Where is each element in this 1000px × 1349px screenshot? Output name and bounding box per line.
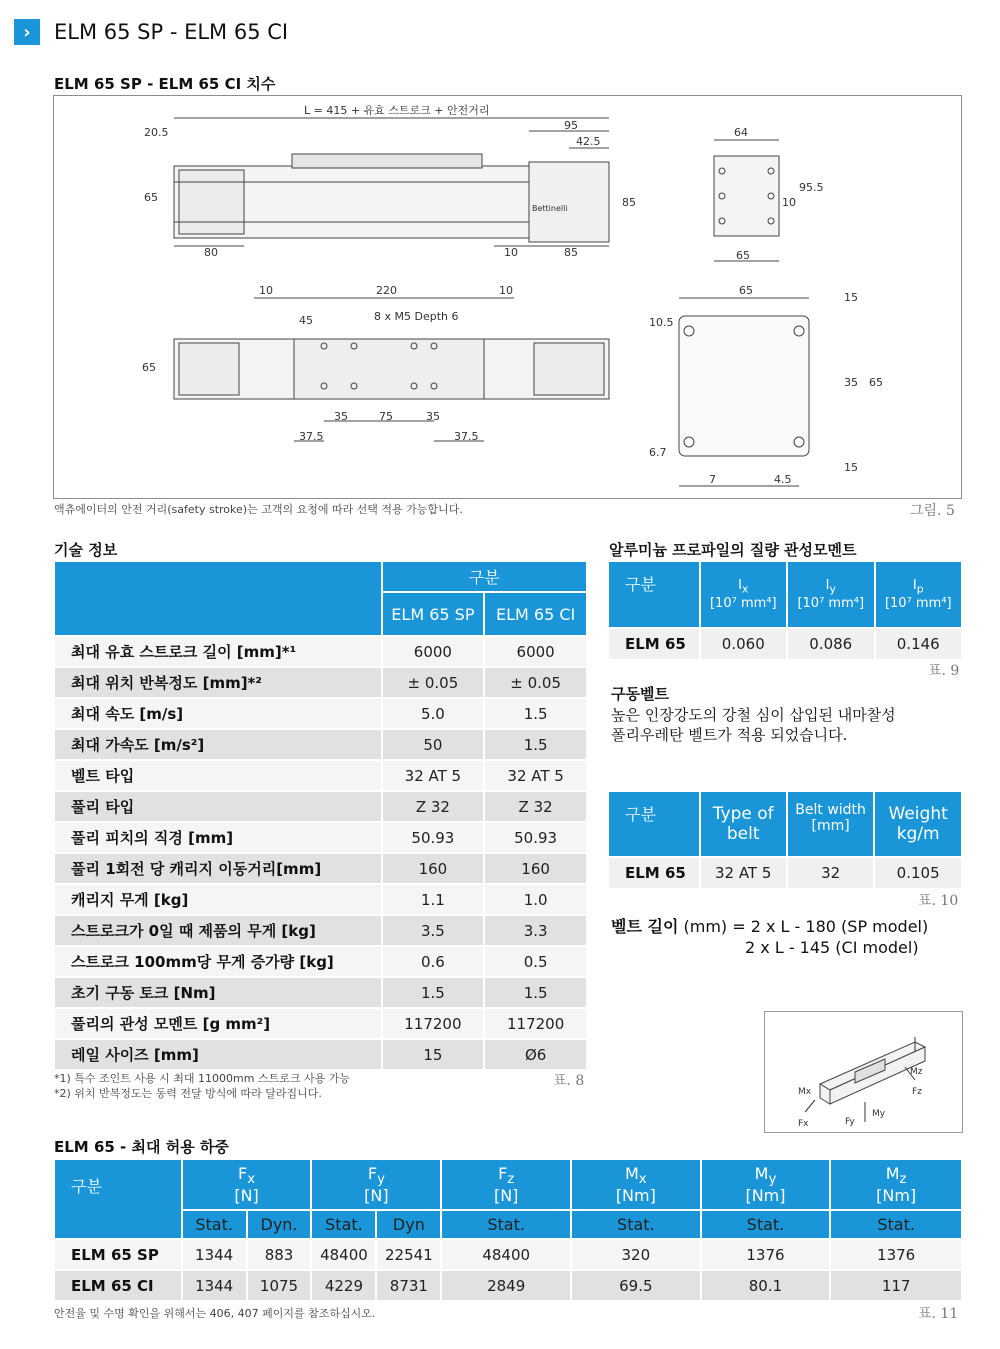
dim-p65-v: 65 (869, 376, 883, 389)
tech-row-label: 최대 위치 반복정도 [mm]*² (54, 667, 382, 698)
tech-row-label: 최대 가속도 [m/s²] (54, 729, 382, 760)
dim-p15-b: 15 (844, 461, 858, 474)
belt-header-gubun: 구분 (608, 791, 700, 857)
tech-row-label: 캐리지 무게 [kg] (54, 884, 382, 915)
dim-42-5: 42.5 (576, 135, 601, 148)
load-subheader: Stat. (441, 1210, 571, 1239)
load-value: 8731 (376, 1270, 441, 1301)
tech-row-label: 벨트 타입 (54, 760, 382, 791)
load-note: 안전율 및 수명 확인을 위해서는 406, 407 페이지를 참조하십시오. (54, 1307, 376, 1320)
dim-p65: 65 (739, 284, 753, 297)
load-value: 1075 (247, 1270, 312, 1301)
moment-ip-value: 0.146 (875, 628, 963, 660)
table-row (608, 628, 962, 660)
moment-header-iy: $I_y$ [10⁷ mm⁴] (787, 561, 874, 628)
belt-row-label: ELM 65 (608, 857, 700, 889)
force-fz: Fz (912, 1087, 922, 1097)
load-header-fy: $F_y$ [N] (311, 1159, 441, 1210)
tech-sp-value: 160 (382, 853, 485, 884)
dim-b10-r: 10 (499, 284, 513, 297)
tech-ci-value: 32 AT 5 (484, 760, 587, 791)
dim-p35: 35 (844, 376, 858, 389)
load-header-mx: $M_x$ [Nm] (571, 1159, 701, 1210)
tech-row-label: 최대 속도 [m/s] (54, 698, 382, 729)
moment-header-ip: $I_p$ [10⁷ mm⁴] (875, 561, 963, 628)
table-row (54, 698, 587, 729)
dim-b37-5-a: 37.5 (299, 430, 324, 443)
dim-bm5: 8 x M5 Depth 6 (374, 310, 459, 323)
load-subheader: Stat. (830, 1210, 962, 1239)
tech-sp-value: 3.5 (382, 915, 485, 946)
load-table-number: 표. 11 (918, 1306, 959, 1322)
belt-type-value: 32 AT 5 (700, 857, 787, 889)
tech-ci-value: 50.93 (484, 822, 587, 853)
tech-row-label: 풀리 1회전 당 캐리지 이동거리[mm] (54, 853, 382, 884)
moment-header-ix: $I_x$ [10⁷ mm⁴] (700, 561, 787, 628)
tech-ci-value: 117200 (484, 1008, 587, 1039)
tech-row-label: 레일 사이즈 [mm] (54, 1039, 382, 1070)
dim-p6-7: 6.7 (649, 446, 667, 459)
dimension-drawing-svg (54, 96, 963, 500)
tech-heading: 기술 정보 (54, 541, 118, 559)
load-value: 2849 (441, 1270, 571, 1301)
belt-header-weight: Weight kg/m (874, 791, 962, 857)
drive-belt-line-2: 폴리우레탄 벨트가 적용 되었습니다. (611, 726, 848, 744)
moment-table-number: 표. 9 (928, 663, 960, 679)
force-diagram-svg (765, 1012, 964, 1134)
load-header-mz: $M_z$ [Nm] (830, 1159, 962, 1210)
dim-20-5: 20.5 (144, 126, 169, 139)
load-subheader: Stat. (182, 1210, 247, 1239)
page-header (14, 18, 288, 46)
dimensions-heading: ELM 65 SP - ELM 65 CI 치수 (54, 75, 276, 93)
tech-header-blank (54, 561, 382, 636)
table-row (54, 1270, 962, 1301)
force-fy: Fy (845, 1117, 855, 1127)
dim-p15-t: 15 (844, 291, 858, 304)
load-value: 22541 (376, 1239, 441, 1270)
dim-end-64: 64 (734, 126, 748, 139)
table-row (54, 884, 587, 915)
tech-row-label: 초기 구동 토크 [Nm] (54, 977, 382, 1008)
dim-l-formula: L = 415 + 유효 스트로크 + 안전거리 (304, 104, 490, 117)
tech-header-sp: ELM 65 SP (382, 592, 485, 636)
force-mz: Mz (910, 1067, 923, 1077)
dim-end-10: 10 (782, 196, 796, 209)
dim-85-h: 85 (564, 246, 578, 259)
table-row (54, 1039, 587, 1070)
moment-table (607, 560, 963, 661)
tech-footnote-1: *1) 특수 조인트 사용 시 최대 11000mm 스트로크 사용 가능 (54, 1072, 350, 1085)
dimension-drawing (53, 95, 962, 499)
tech-sp-value: 1.1 (382, 884, 485, 915)
table-row (54, 729, 587, 760)
tech-sp-value: 6000 (382, 636, 485, 667)
load-header-fz: $F_z$ [N] (441, 1159, 571, 1210)
tech-ci-value: 1.5 (484, 698, 587, 729)
figure-number: 그림. 5 (910, 503, 955, 519)
tech-sp-value: ± 0.05 (382, 667, 485, 698)
tech-sp-value: 1.5 (382, 977, 485, 1008)
moment-row-label: ELM 65 (608, 628, 700, 660)
tech-table-number: 표. 8 (553, 1073, 585, 1089)
tech-ci-value: 160 (484, 853, 587, 884)
load-value: 48400 (441, 1239, 571, 1270)
load-value: 4229 (311, 1270, 376, 1301)
table-row (54, 977, 587, 1008)
belt-table (607, 790, 963, 890)
chevron-right-icon: › (14, 19, 40, 45)
moment-iy-value: 0.086 (787, 628, 874, 660)
tech-table (53, 560, 588, 1071)
belt-table-number: 표. 10 (918, 893, 959, 909)
load-heading: ELM 65 - 최대 허용 하중 (54, 1138, 229, 1156)
table-row (54, 1239, 962, 1270)
dim-end-65: 65 (736, 249, 750, 262)
dim-b35-b: 35 (426, 410, 440, 423)
moment-heading: 알루미늄 프로파일의 질량 관성모멘트 (609, 541, 857, 559)
load-subheader: Dyn (376, 1210, 441, 1239)
dim-85-v: 85 (622, 196, 636, 209)
table-row (54, 853, 587, 884)
belt-width-value: 32 (787, 857, 874, 889)
tech-ci-value: 0.5 (484, 946, 587, 977)
dim-b220: 220 (376, 284, 397, 297)
tech-row-label: 스트로크가 0일 때 제품의 무게 [kg] (54, 915, 382, 946)
tech-ci-value: 1.0 (484, 884, 587, 915)
tech-sp-value: 0.6 (382, 946, 485, 977)
force-mx: Mx (798, 1087, 812, 1097)
tech-row-label: 풀리 피치의 직경 [mm] (54, 822, 382, 853)
dim-p10-5: 10.5 (649, 316, 674, 329)
load-value: 320 (571, 1239, 701, 1270)
dim-end-95-5: 95.5 (799, 181, 824, 194)
force-fx: Fx (798, 1119, 809, 1129)
dim-b35-a: 35 (334, 410, 348, 423)
tech-row-label: 풀리 타입 (54, 791, 382, 822)
dim-p4-5: 4.5 (774, 473, 792, 486)
load-value: 1344 (182, 1239, 247, 1270)
tech-row-label: 최대 유효 스트로크 길이 [mm]*¹ (54, 636, 382, 667)
table-row (54, 822, 587, 853)
safety-stroke-note: 액츄에이터의 안전 거리(safety stroke)는 고객의 요청에 따라 선택 적용 가능합니다. (54, 503, 463, 516)
tech-sp-value: 50 (382, 729, 485, 760)
table-row (54, 946, 587, 977)
load-row-label: ELM 65 SP (54, 1239, 182, 1270)
table-row (608, 857, 962, 889)
load-header-fx: $F_x$ [N] (182, 1159, 312, 1210)
dim-b75: 75 (379, 410, 393, 423)
table-row (54, 915, 587, 946)
tech-row-label: 스트로크 100mm당 무게 증가량 [kg] (54, 946, 382, 977)
load-value: 117 (830, 1270, 962, 1301)
load-value: 80.1 (701, 1270, 831, 1301)
page-title: ELM 65 SP - ELM 65 CI (54, 20, 289, 44)
force-diagram (764, 1011, 963, 1133)
load-value: 1344 (182, 1270, 247, 1301)
load-subheader: Stat. (311, 1210, 376, 1239)
tech-ci-value: 1.5 (484, 977, 587, 1008)
tech-footnote-2: *2) 위치 반복정도는 동력 전달 방식에 따라 달라집니다. (54, 1087, 322, 1100)
tech-ci-value: 1.5 (484, 729, 587, 760)
load-value: 1376 (830, 1239, 962, 1270)
table-row (54, 760, 587, 791)
load-value: 69.5 (571, 1270, 701, 1301)
dim-95: 95 (564, 119, 578, 132)
load-subheader: Stat. (571, 1210, 701, 1239)
load-value: 1376 (701, 1239, 831, 1270)
tech-sp-value: 50.93 (382, 822, 485, 853)
tech-ci-value: ± 0.05 (484, 667, 587, 698)
load-subheader: Dyn. (247, 1210, 312, 1239)
tech-header-gubun: 구분 (382, 561, 587, 592)
dim-p7: 7 (709, 473, 716, 486)
load-value: 48400 (311, 1239, 376, 1270)
tech-ci-value: 6000 (484, 636, 587, 667)
drive-belt-heading: 구동벨트 (611, 685, 669, 703)
belt-length-formula (611, 916, 928, 958)
belt-length-label: 벨트 길이 (611, 917, 679, 936)
dim-b10-l: 10 (259, 284, 273, 297)
dim-b37-5-b: 37.5 (454, 430, 479, 443)
belt-weight-value: 0.105 (874, 857, 962, 889)
belt-header-type: Type of belt (700, 791, 787, 857)
tech-sp-value: 15 (382, 1039, 485, 1070)
load-header-gubun: 구분 (54, 1159, 182, 1239)
dim-b65: 65 (142, 361, 156, 374)
tech-row-label: 풀리의 관성 모멘트 [g mm²] (54, 1008, 382, 1039)
force-my: My (872, 1109, 886, 1119)
belt-header-width: Belt width [mm] (787, 791, 874, 857)
load-row-label: ELM 65 CI (54, 1270, 182, 1301)
tech-header-ci: ELM 65 CI (484, 592, 587, 636)
tech-ci-value: 3.3 (484, 915, 587, 946)
tech-sp-value: 117200 (382, 1008, 485, 1039)
dim-b45: 45 (299, 314, 313, 327)
table-row (54, 1008, 587, 1039)
load-table (53, 1158, 963, 1302)
dim-65-left: 65 (144, 191, 158, 204)
brand-label: Bettinelli (532, 204, 568, 213)
dim-10-a: 10 (504, 246, 518, 259)
drive-belt-line-1: 높은 인장강도의 강철 심이 삽입된 내마찰성 (611, 706, 896, 724)
belt-formula-sp: (mm) = 2 x L - 180 (SP model) (683, 917, 929, 936)
load-header-my: $M_y$ [Nm] (701, 1159, 831, 1210)
tech-sp-value: Z 32 (382, 791, 485, 822)
table-row (54, 791, 587, 822)
table-row (54, 636, 587, 667)
load-subheader: Stat. (701, 1210, 831, 1239)
dim-80: 80 (204, 246, 218, 259)
moment-ix-value: 0.060 (700, 628, 787, 660)
tech-sp-value: 5.0 (382, 698, 485, 729)
belt-formula-ci: 2 x L - 145 (CI model) (745, 938, 919, 957)
moment-header-gubun: 구분 (608, 561, 700, 628)
tech-ci-value: Ø6 (484, 1039, 587, 1070)
tech-sp-value: 32 AT 5 (382, 760, 485, 791)
load-value: 883 (247, 1239, 312, 1270)
tech-ci-value: Z 32 (484, 791, 587, 822)
table-row (54, 667, 587, 698)
